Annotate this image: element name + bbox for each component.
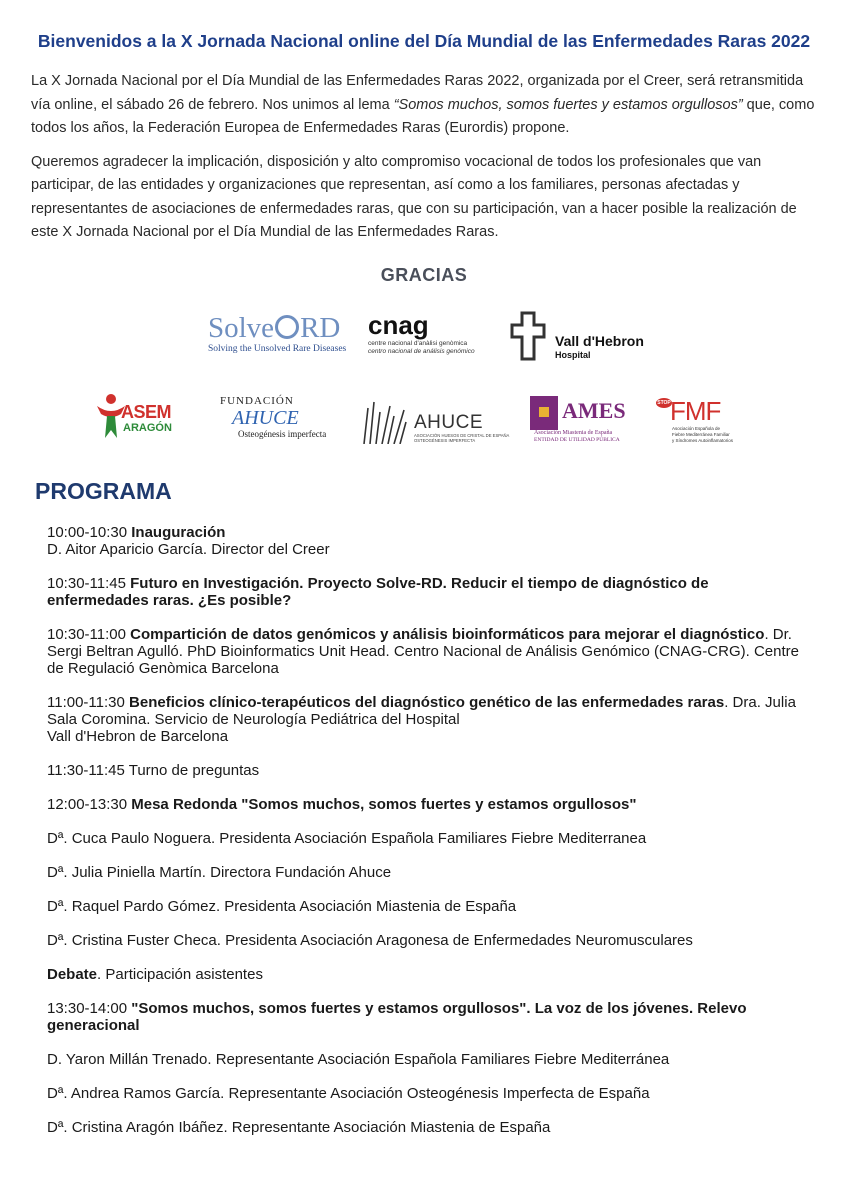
intro-paragraph-2: Queremos agradecer la implicación, disposición y alto compromiso vocacional de todos los profesionales que van participar, de las entidades y organizaciones que representan, así como a los familiares, personas afectadas y representantes de asociaciones de enfermedades raras, que con su participación, van a hacer posible la realización de este X Jornada Nacional por el Día Mundial de las Enfermedades Raras. xyxy=(31,153,797,240)
entry-text: 10:30-11:45 xyxy=(47,575,131,592)
cnag-name: cnag xyxy=(368,310,429,340)
intro-p1-b: que, como todos los años, la Federación Europea de Enfermedades Raras (Eurordis) propone. xyxy=(31,96,815,136)
fundacion-name: AHUCE xyxy=(232,407,299,429)
ames-sub1: Asociación Miastenia de España xyxy=(534,430,613,436)
ames-square-icon xyxy=(530,396,558,430)
fundacion-ahuce-logo xyxy=(220,395,340,447)
entry-text: Dª. Cristina Aragón Ibáñez. Representante Asociación Miastenia de España xyxy=(47,1119,551,1136)
program-entry xyxy=(47,796,807,813)
solverd-tagline: Solving the Unsolved Rare Diseases xyxy=(208,344,347,354)
entry-text: Dª. Andrea Ramos García. Representante Asociación Osteogénesis Imperfecta de España xyxy=(47,1085,650,1102)
program-entry xyxy=(47,966,807,983)
cnag-logo xyxy=(368,310,488,366)
entry-bold: Beneficios clínico-terapéuticos del diagnóstico genético de las enfermedades raras xyxy=(129,694,725,711)
cross-icon xyxy=(510,311,546,361)
entry-line2: Vall d'Hebron de Barcelona xyxy=(47,728,229,745)
grass-icon xyxy=(360,398,410,444)
entry-bold: Compartición de datos genómicos y análisis bioinformáticos para mejorar el diagnóstico xyxy=(130,626,765,643)
entry-text: 10:30-11:00 xyxy=(47,626,131,643)
entry-text: Dª. Cristina Fuster Checa. Presidenta Asociación Aragonesa de Enfermedades Neuromusculares xyxy=(47,932,693,949)
programa-heading: PROGRAMA xyxy=(35,478,172,504)
entry-text: 12:00-13:30 xyxy=(47,796,132,813)
program-entry xyxy=(47,1051,807,1068)
program-entry xyxy=(47,575,807,609)
ames-logo xyxy=(530,394,640,444)
fundacion-sub: Osteogénesis imperfecta xyxy=(238,429,327,439)
asem-sub: ARAGÓN xyxy=(123,422,172,434)
fmf-logo xyxy=(656,396,756,448)
vallhebron-logo xyxy=(510,311,644,363)
vallhebron-name: Vall d'Hebron xyxy=(555,333,644,349)
entry-rest: . Dra. Julia Sala Coromina. Servicio de Neurología Pediátrica del Hospital xyxy=(47,694,796,728)
entry-rest: . Dr. Sergi Beltran Agulló. PhD Bioinformatics Unit Head. Centro Nacional de Análisis Genómico (CNAG-CRG). Centre de Regulació Genòmica Barcelona xyxy=(47,626,799,677)
entry-text: Dª. Julia Piniella Martín. Directora Fundación Ahuce xyxy=(47,864,392,881)
entry-text: 10:00-10:30 xyxy=(47,524,132,541)
entry-bold: Debate xyxy=(47,966,98,983)
asem-name: ASEM xyxy=(121,402,172,422)
program-entry xyxy=(47,1000,807,1034)
asem-aragon-logo xyxy=(95,392,190,444)
entry-line2: D. Aitor Aparicio García. Director del Creer xyxy=(47,541,330,558)
page-title: Bienvenidos a la X Jornada Nacional online del Día Mundial de las Enfermedades Raras 2022 xyxy=(37,31,811,51)
entry-text: 13:30-14:00 xyxy=(47,1000,132,1017)
solverd-name-b: RD xyxy=(300,312,341,344)
program-entry xyxy=(47,762,807,779)
program-entry xyxy=(47,830,807,847)
entry-text: Dª. Cuca Paulo Noguera. Presidenta Asociación Española Familiares Fiebre Mediterranea xyxy=(47,830,647,847)
program-entry xyxy=(47,932,807,949)
ahuce-sub2: OSTEOGÉNESIS IMPERFECTA xyxy=(414,438,476,443)
intro-p1-a: La X Jornada Nacional por el Día Mundial de las Enfermedades Raras 2022, organizada por el Creer, será retransmitida vía online, el sábado 26 de febrero. Nos unimos al lema xyxy=(31,73,804,113)
program-list xyxy=(47,524,807,1153)
entry-text: 11:00-11:30 xyxy=(47,694,130,711)
fmf-stop-badge: STOP xyxy=(657,400,671,406)
program-entry xyxy=(47,694,807,745)
ahuce-name: AHUCE xyxy=(414,412,484,433)
entry-text: 11:30-11:45 Turno de preguntas xyxy=(47,762,260,779)
solverd-name-a: Solve xyxy=(208,312,275,344)
magnifier-icon xyxy=(275,315,299,339)
entry-rest: . Participación asistentes xyxy=(97,966,263,983)
fundacion-top: FUNDACIÓN xyxy=(220,395,294,407)
ames-sub2: ENTIDAD DE UTILIDAD PÚBLICA xyxy=(534,437,620,443)
ames-name: AMES xyxy=(562,398,626,423)
entry-text: D. Yaron Millán Trenado. Representante Asociación Española Familiares Fiebre Mediterránea xyxy=(47,1051,670,1068)
entry-bold: Mesa Redonda "Somos muchos, somos fuertes y estamos orgullosos" xyxy=(131,796,637,813)
gracias-heading: GRACIAS xyxy=(380,265,468,285)
intro-paragraph-1 xyxy=(31,70,821,141)
vallhebron-sub: Hospital xyxy=(555,350,591,360)
cnag-line1: centre nacional d'anàlisi genòmica xyxy=(368,340,468,347)
program-entry xyxy=(47,898,807,915)
program-entry xyxy=(47,1085,807,1102)
fmf-sub2: Fiebre Mediterránea Familiar xyxy=(672,432,730,437)
program-entry xyxy=(47,1119,807,1136)
fmf-sub3: y Síndromes Autoinflamatorios xyxy=(672,438,734,443)
ahuce-logo xyxy=(360,398,510,446)
fmf-sub1: Asociación Española de xyxy=(672,426,721,431)
program-entry xyxy=(47,626,807,677)
entry-bold: Inauguración xyxy=(131,524,226,541)
fmf-name: FMF xyxy=(670,396,721,426)
entry-text: Dª. Raquel Pardo Gómez. Presidenta Asociación Miastenia de España xyxy=(47,898,517,915)
entry-bold: Futuro en Investigación. Proyecto Solve-RD. Reducir el tiempo de diagnóstico de enfermedades raras. ¿Es posible? xyxy=(47,575,709,609)
program-entry xyxy=(47,864,807,881)
intro-p1-quote: “Somos muchos, somos fuertes y estamos orgullosos” xyxy=(393,96,743,113)
cnag-line2: centro nacional de análisis genómico xyxy=(368,348,475,355)
solverd-logo xyxy=(208,312,347,366)
intro-text xyxy=(31,70,821,255)
entry-bold: "Somos muchos, somos fuertes y estamos orgullosos". La voz de los jóvenes. Relevo generacional xyxy=(47,1000,747,1034)
program-entry xyxy=(47,524,807,558)
ahuce-sub1: ASOCIACIÓN HUESOS DE CRISTAL DE ESPAÑA xyxy=(414,433,510,438)
